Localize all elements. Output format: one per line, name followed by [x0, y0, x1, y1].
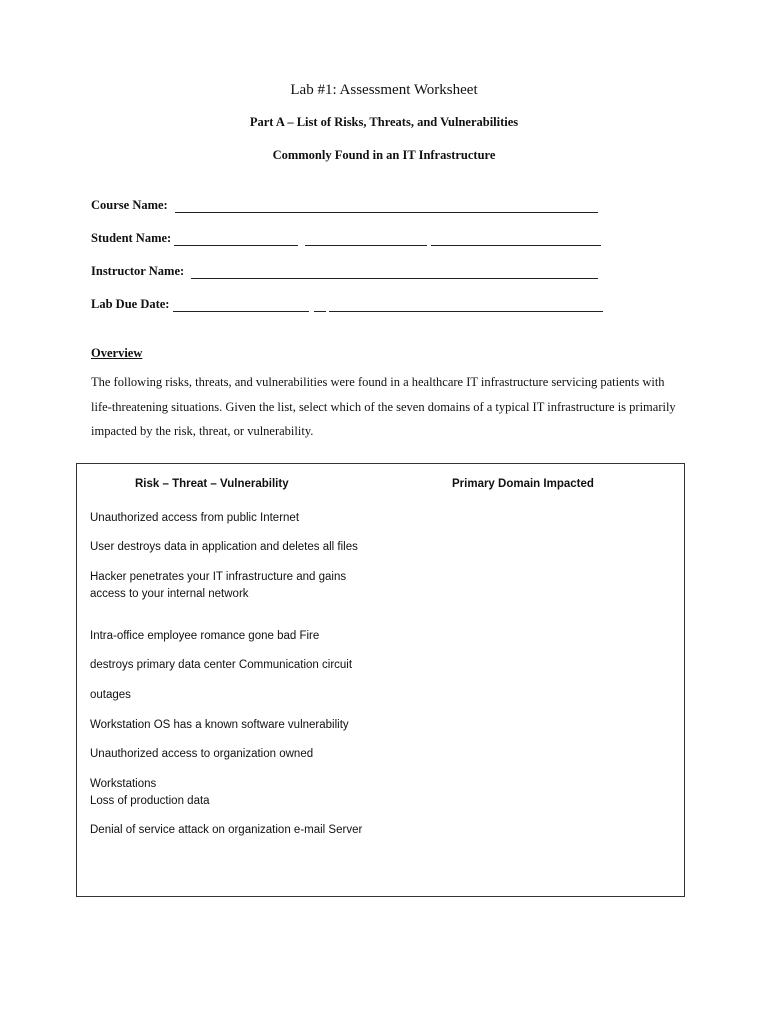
worksheet-title: Lab #1: Assessment Worksheet — [290, 82, 478, 98]
risk-row: Intra-office employee romance gone bad Fire — [90, 630, 320, 642]
risk-row: Loss of production data — [90, 795, 210, 807]
part-a-subtitle-line2: Commonly Found in an IT Infrastructure — [272, 148, 496, 162]
student-name-label: Student Name: — [91, 231, 172, 245]
lab-due-date-line-3[interactable] — [329, 299, 603, 312]
risk-column-header: Risk – Threat – Vulnerability — [135, 478, 289, 490]
student-name-field[interactable] — [91, 231, 601, 246]
course-name-line[interactable] — [175, 200, 598, 213]
risk-row: outages — [90, 689, 131, 701]
course-name-label: Course Name: — [91, 198, 168, 212]
domain-column-header: Primary Domain Impacted — [452, 478, 594, 490]
risk-row: access to your internal network — [90, 588, 249, 600]
student-name-line-1[interactable] — [174, 233, 298, 246]
course-name-field[interactable] — [91, 198, 598, 213]
risk-row: Workstation OS has a known software vulnerability — [90, 719, 349, 731]
overview-heading: Overview — [91, 346, 143, 360]
overview-paragraph: The following risks, threats, and vulnerabilities were found in a healthcare IT infrastructure servicing patients with life-threatening situations. Given the list, select which of the seven domains of a typical IT infrastructure is primarily impacted by the risk, threat, or vulnerability. — [91, 375, 676, 438]
risk-row: User destroys data in application and deletes all files — [90, 541, 358, 553]
risk-row: destroys primary data center Communication circuit — [90, 659, 353, 671]
instructor-name-label: Instructor Name: — [91, 264, 185, 278]
lab-due-date-label: Lab Due Date: — [91, 297, 170, 311]
risk-row: Unauthorized access to organization owned — [90, 748, 314, 760]
part-a-subtitle: Part A – List of Risks, Threats, and Vulnerabilities — [249, 115, 519, 129]
lab-due-date-field[interactable] — [91, 297, 603, 312]
risk-row: Unauthorized access from public Internet — [90, 512, 300, 524]
student-name-line-3[interactable] — [431, 233, 601, 246]
instructor-name-line[interactable] — [191, 266, 598, 279]
lab-due-date-line-1[interactable] — [173, 299, 309, 312]
student-name-line-2[interactable] — [305, 233, 427, 246]
risk-row: Denial of service attack on organization e-mail Server — [90, 824, 363, 836]
instructor-name-field[interactable] — [91, 264, 598, 279]
risk-row: Hacker penetrates your IT infrastructure and gains — [90, 571, 347, 583]
risk-row: Workstations — [90, 778, 157, 790]
lab-due-date-line-2[interactable] — [314, 299, 326, 312]
